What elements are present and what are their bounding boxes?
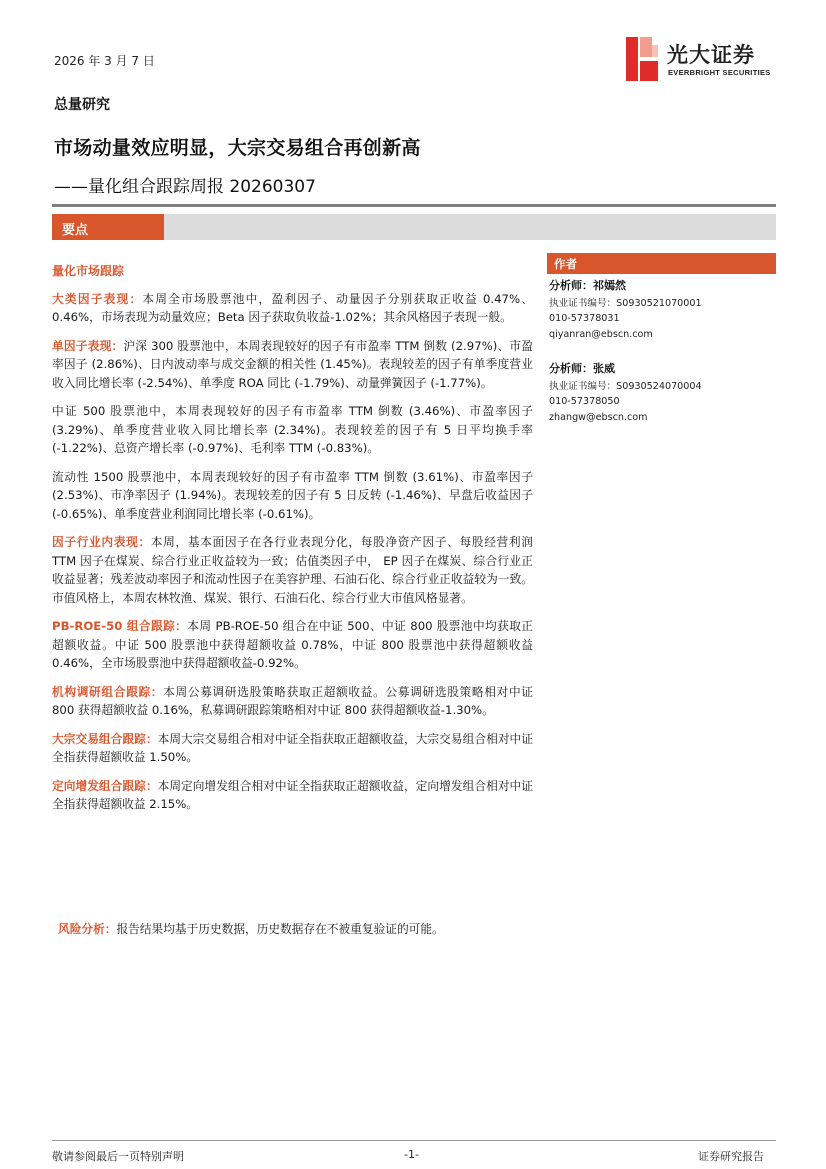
paragraph-single-factors [52, 337, 533, 393]
paragraph-institutional-research [52, 683, 533, 720]
paragraph-label: 定向增发组合跟踪： [52, 778, 158, 793]
page-number: -1- [404, 1148, 419, 1161]
analyst-phone: 010-57378031 [549, 313, 620, 324]
paragraph-label: 单因子表现： [52, 338, 124, 353]
logo-chinese-text: 光大证券 [667, 43, 755, 67]
analyst-email[interactable]: zhangw@ebscn.com [549, 411, 648, 423]
paragraph-csi500: 中证 500 股票池中，本周表现较好的因子有市盈率 TTM 倒数 (3.46%)、市盈率因子 (3.29%)、单季度营业收入同比增长率 (2.34%)。表现较差的因子有 5 日平均换手率 (-1.22%)、总资产增长率 (-0.97%)、毛利率 TTM (-0.83%)。 [52, 404, 533, 455]
paragraph-text: 沪深 300 股票池中，本周表现较好的因子有市盈率 TTM 倒数 (2.97%)、市盈率因子 (2.86%)、日内波动率与成交金额的相关性 (1.45%)。表现较差的因子有单季度营业收入同比增长率 (-2.54%)、单季度 ROA 同比 (-1.79%)、动量弹簧因子 (-1.77%)。 [52, 338, 533, 390]
analyst-email[interactable]: qiyanran@ebscn.com [549, 328, 653, 340]
author-label: 作者 [547, 253, 776, 274]
risk-label: 风险分析： [58, 922, 117, 936]
report-subtitle: ——量化组合跟踪周报 20260307 [54, 177, 316, 197]
paragraph-label: 因子行业内表现： [52, 535, 151, 549]
paragraph-text: 本周，基本面因子在各行业表现分化，每股净资产因子、每股经营利润 TTM 因子在煤炭、综合行业正收益较为一致；估值类因子中， EP 因子在煤炭、综合行业正收益显著；残差波动率因子和流动性因子在美容护理、石油石化、综合行业正收益较为一致。市值风格上，本周农林牧渔、煤炭、银行、石油石化、综合行业大市值风格显著。 [52, 535, 533, 605]
paragraph-text: 本周公募调研选股策略获取正超额收益。公募调研选股策略相对中证 800 获得超额收益 0.16%，私募调研跟踪策略相对中证 800 获得超额收益-1.30%。 [52, 684, 533, 717]
paragraph-private-placement [52, 777, 533, 814]
paragraph-label: PB-ROE-50 组合跟踪： [52, 619, 188, 633]
paragraph-industry-factors [52, 533, 533, 607]
report-category: 总量研究 [54, 97, 110, 113]
analyst-phone: 010-57378050 [549, 396, 620, 407]
key-points-bar [52, 214, 776, 240]
analyst-name: 分析师：祁嫣然 [549, 279, 626, 292]
paragraph-label: 大宗交易组合跟踪： [52, 731, 158, 746]
report-date: 2026 年 3 月 7 日 [54, 54, 155, 68]
analyst-cert: 执业证书编号：S0930521070001 [549, 297, 702, 309]
footer-divider [52, 1140, 776, 1141]
everbright-logo-icon [626, 37, 658, 81]
risk-analysis [58, 921, 444, 937]
risk-text: 报告结果均基于历史数据，历史数据存在不被重复验证的可能。 [116, 922, 444, 936]
paragraph-label: 大类因子表现： [52, 291, 143, 306]
logo-english-text: EVERBRIGHT SECURITIES [668, 68, 771, 77]
paragraph-text: 本周 PB-ROE-50 组合在中证 500、中证 800 股票池中均获取正超额收益。中证 500 股票池中获得超额收益 0.78%，中证 800 股票池中获得超额收益 0.46%，全市场股票池中获得超额收益-0.92%。 [52, 619, 533, 670]
paragraph-text: 本周大宗交易组合相对中证全指获取正超额收益，大宗交易组合相对中证全指获得超额收益 1.50%。 [52, 731, 533, 764]
key-points-label: 要点 [52, 214, 164, 240]
paragraph-text: 本周全市场股票池中，盈利因子、动量因子分别获取正收益 0.47%、0.46%，市场表现为动量效应；Beta 因子获取负收益-1.02%；其余风格因子表现一般。 [52, 291, 533, 324]
paragraph-style-factors [52, 290, 533, 327]
author-sidebar [547, 253, 776, 425]
main-content [52, 262, 533, 824]
paragraph-text: 本周定向增发组合相对中证全指获取正超额收益，定向增发组合相对中证全指获得超额收益 2.15%。 [52, 778, 533, 811]
analyst-name: 分析师：张威 [549, 362, 615, 375]
analyst-cert: 执业证书编号：S0930524070004 [549, 380, 702, 392]
analyst-card [547, 278, 776, 342]
paragraph-pb-roe [52, 617, 533, 673]
paragraph-label: 机构调研组合跟踪： [52, 684, 164, 699]
report-title: 市场动量效应明显，大宗交易组合再创新高 [54, 137, 421, 159]
paragraph-block-trade [52, 730, 533, 767]
footer-report-type: 证券研究报告 [698, 1150, 764, 1163]
paragraph-liquidity1500: 流动性 1500 股票池中，本周表现较好的因子有市盈率 TTM 倒数 (3.61%)、市盈率因子 (2.53%)、市净率因子 (1.94%)。表现较差的因子有 5 日反转 (-1.46%)、早盘后收益因子 (-0.65%)、单季度营业利润同比增长率 (-0.61%)。 [52, 469, 533, 521]
section-heading: 量化市场跟踪 [52, 264, 125, 278]
brand-logo [626, 37, 786, 83]
title-divider [52, 204, 776, 207]
analyst-card [547, 361, 776, 425]
footer-disclaimer: 敬请参阅最后一页特别声明 [52, 1150, 184, 1163]
